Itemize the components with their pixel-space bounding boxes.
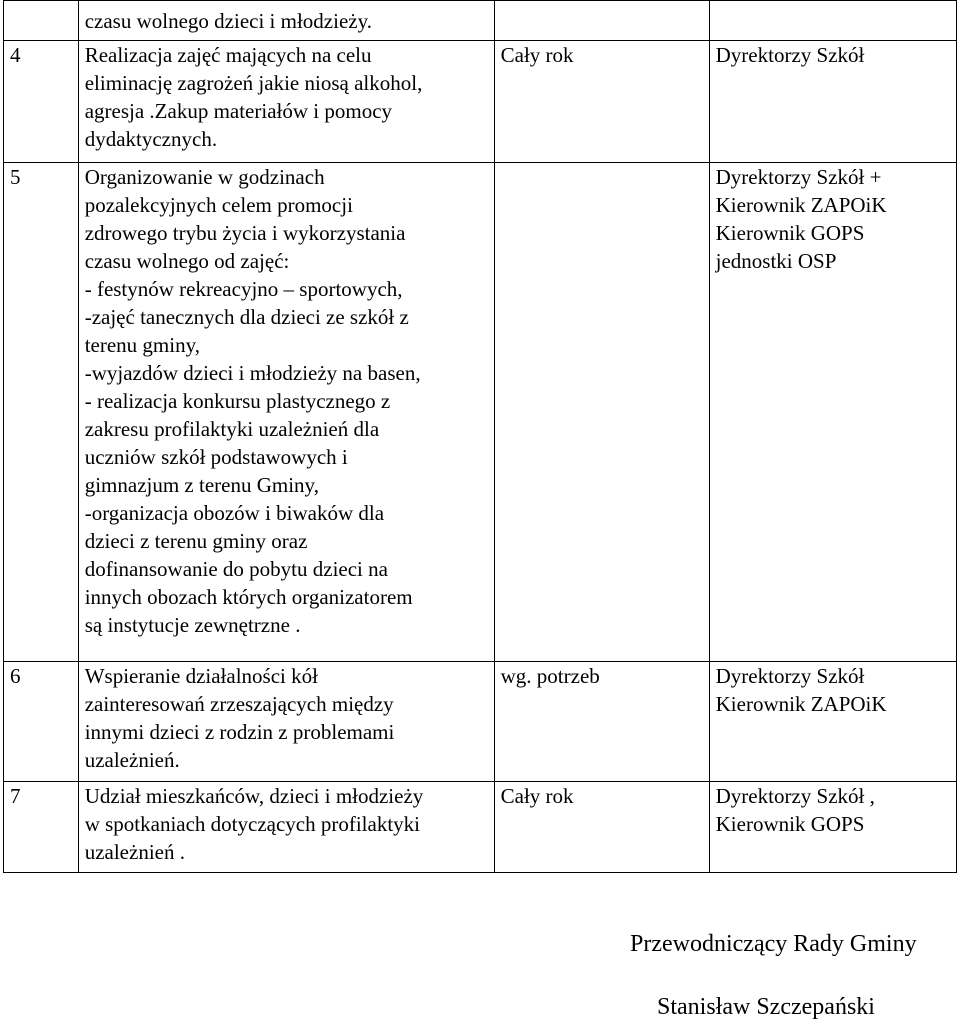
row-number xyxy=(4,163,79,662)
term-cell xyxy=(494,1,709,41)
task-cell xyxy=(78,41,494,163)
task-cell-line: pozalekcyjnych celem promocji xyxy=(84,193,353,217)
row-number xyxy=(4,662,79,782)
task-cell-line: Udział mieszkańców, dzieci i młodzieży xyxy=(84,784,424,808)
responsible-cell xyxy=(709,662,956,782)
row-number xyxy=(4,41,79,163)
task-cell xyxy=(78,782,494,873)
task-cell-line: agresja .Zakup materiałów i pomocy xyxy=(84,99,393,123)
task-cell-line: Wspieranie działalności kół xyxy=(84,664,318,688)
row-number-text: 4 xyxy=(10,43,21,67)
responsible-cell-line: Dyrektorzy Szkół + xyxy=(715,165,882,189)
task-cell-line: -zajęć tanecznych dla dzieci ze szkół z xyxy=(84,305,409,329)
term-cell xyxy=(494,662,709,782)
responsible-cell xyxy=(709,1,956,41)
task-cell-line: uzależnień. xyxy=(84,748,180,772)
task-cell-line: zdrowego trybu życia i wykorzystania xyxy=(84,221,406,245)
signature-name: Stanisław Szczepański xyxy=(657,994,875,1020)
responsible-cell-line: Kierownik GOPS xyxy=(715,221,865,245)
task-cell-line: Realizacja zajęć mających na celu xyxy=(84,43,372,67)
table-row xyxy=(4,41,957,163)
term-cell xyxy=(494,41,709,163)
row-number xyxy=(4,782,79,873)
task-cell-line: - realizacja konkursu plastycznego z xyxy=(84,389,391,413)
row-number-text: 6 xyxy=(10,664,21,688)
responsible-cell xyxy=(709,163,956,662)
responsible-cell-line: Dyrektorzy Szkół , xyxy=(715,784,875,808)
task-cell-line: zakresu profilaktyki uzależnień dla xyxy=(84,417,380,441)
program-table xyxy=(3,0,957,873)
task-cell-line: innych obozach których organizatorem xyxy=(84,585,413,609)
table-row xyxy=(4,1,957,41)
task-cell xyxy=(78,1,494,41)
table-row xyxy=(4,163,957,662)
responsible-cell xyxy=(709,41,956,163)
task-cell-line: gimnazjum z terenu Gminy, xyxy=(84,473,319,497)
task-cell xyxy=(78,662,494,782)
task-cell-line: eliminację zagrożeń jakie niosą alkohol, xyxy=(84,71,423,95)
task-cell-line: uzależnień . xyxy=(84,840,185,864)
row-number xyxy=(4,1,79,41)
responsible-cell-line: Dyrektorzy Szkół xyxy=(715,664,865,688)
responsible-cell-line: Dyrektorzy Szkół xyxy=(715,43,865,67)
responsible-cell-line: Kierownik ZAPOiK xyxy=(715,193,887,217)
responsible-cell xyxy=(709,782,956,873)
task-cell-line: -wyjazdów dzieci i młodzieży na basen, xyxy=(84,361,421,385)
responsible-cell-line: jednostki OSP xyxy=(715,249,837,273)
task-cell-line: w spotkaniach dotyczących profilaktyki xyxy=(84,812,421,836)
responsible-cell-line: Kierownik GOPS xyxy=(715,812,865,836)
task-cell xyxy=(78,163,494,662)
row-number-text: 7 xyxy=(10,784,21,808)
signature-title: Przewodniczący Rady Gminy xyxy=(630,931,917,957)
term-cell xyxy=(494,782,709,873)
term-cell-line: Cały rok xyxy=(500,43,574,67)
row-number-text xyxy=(10,1,72,7)
term-cell-line: Cały rok xyxy=(500,784,574,808)
term-cell-line: wg. potrzeb xyxy=(500,664,600,688)
responsible-cell-line: Kierownik ZAPOiK xyxy=(715,692,887,716)
task-cell-line: są instytucje zewnętrzne . xyxy=(84,613,301,637)
task-cell-line: -organizacja obozów i biwaków dla xyxy=(84,501,385,525)
table-row xyxy=(4,662,957,782)
task-cell-line: dofinansowanie do pobytu dzieci na xyxy=(84,557,388,581)
term-cell xyxy=(494,163,709,662)
task-cell-line: innymi dzieci z rodzin z problemami xyxy=(84,720,395,744)
table-row xyxy=(4,782,957,873)
task-cell-line: czasu wolnego od zajęć: xyxy=(84,249,290,273)
task-cell-line: czasu wolnego dzieci i młodzieży. xyxy=(84,9,372,33)
task-cell-line: dydaktycznych. xyxy=(84,127,218,151)
task-cell-line: terenu gminy, xyxy=(84,333,200,357)
task-cell-line: - festynów rekreacyjno – sportowych, xyxy=(84,277,403,301)
task-cell-line: Organizowanie w godzinach xyxy=(84,165,325,189)
task-cell-line: uczniów szkół podstawowych i xyxy=(84,445,348,469)
task-cell-line: dzieci z terenu gminy oraz xyxy=(84,529,308,553)
task-cell-line: zainteresowań zrzeszających między xyxy=(84,692,394,716)
row-number-text: 5 xyxy=(10,165,21,189)
